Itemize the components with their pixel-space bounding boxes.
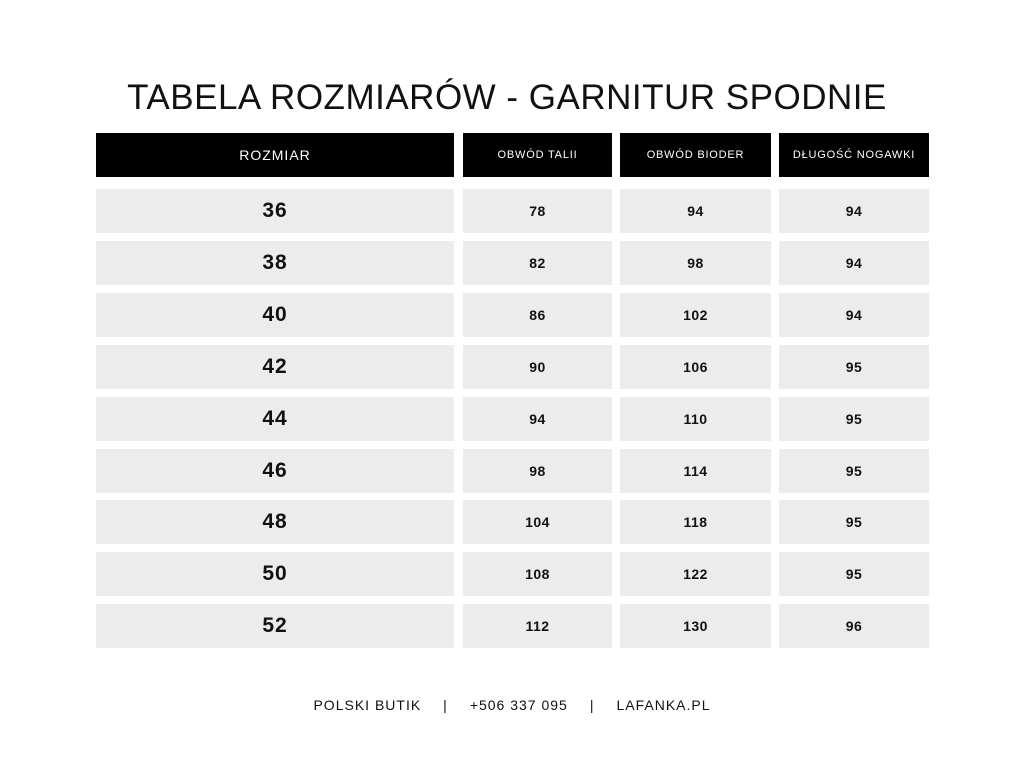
row-size-cell: 52 xyxy=(96,604,454,648)
header-waist: OBWÓD TALII xyxy=(463,133,612,177)
row-hips-cell: 106 xyxy=(620,345,771,389)
header-size: ROZMIAR xyxy=(96,133,454,177)
footer-phone: +506 337 095 xyxy=(469,697,568,713)
page-title: TABELA ROZMIARÓW - GARNITUR SPODNIE xyxy=(127,78,887,117)
row-waist-cell: 78 xyxy=(463,189,612,233)
footer xyxy=(0,697,1024,713)
row-hips-cell: 98 xyxy=(620,241,771,285)
row-leg-length-cell: 94 xyxy=(779,293,929,337)
footer-website: LAFANKA.PL xyxy=(616,697,711,713)
row-leg-length-cell: 94 xyxy=(779,241,929,285)
footer-shop-name: POLSKI BUTIK xyxy=(313,697,422,713)
row-hips-cell: 102 xyxy=(620,293,771,337)
row-size-cell: 46 xyxy=(96,449,454,493)
row-hips-cell: 94 xyxy=(620,189,771,233)
row-size-cell: 42 xyxy=(96,345,454,389)
row-leg-length-cell: 95 xyxy=(779,552,929,596)
row-size-cell: 36 xyxy=(96,189,454,233)
row-waist-cell: 82 xyxy=(463,241,612,285)
row-leg-length-cell: 94 xyxy=(779,189,929,233)
row-hips-cell: 130 xyxy=(620,604,771,648)
row-waist-cell: 104 xyxy=(463,500,612,544)
footer-separator: | xyxy=(443,697,448,713)
header-leg-length: DŁUGOŚĆ NOGAWKI xyxy=(779,133,929,177)
row-waist-cell: 86 xyxy=(463,293,612,337)
row-hips-cell: 110 xyxy=(620,397,771,441)
row-waist-cell: 94 xyxy=(463,397,612,441)
row-size-cell: 44 xyxy=(96,397,454,441)
row-size-cell: 50 xyxy=(96,552,454,596)
row-waist-cell: 98 xyxy=(463,449,612,493)
row-size-cell: 40 xyxy=(96,293,454,337)
row-size-cell: 48 xyxy=(96,500,454,544)
row-leg-length-cell: 95 xyxy=(779,449,929,493)
row-leg-length-cell: 96 xyxy=(779,604,929,648)
footer-separator: | xyxy=(589,697,595,713)
row-leg-length-cell: 95 xyxy=(779,345,929,389)
row-leg-length-cell: 95 xyxy=(779,397,929,441)
row-hips-cell: 118 xyxy=(620,500,771,544)
row-hips-cell: 114 xyxy=(620,449,771,493)
row-waist-cell: 90 xyxy=(463,345,612,389)
row-hips-cell: 122 xyxy=(620,552,771,596)
row-waist-cell: 112 xyxy=(463,604,612,648)
header-hips: OBWÓD BIODER xyxy=(620,133,771,177)
row-leg-length-cell: 95 xyxy=(779,500,929,544)
row-size-cell: 38 xyxy=(96,241,454,285)
row-waist-cell: 108 xyxy=(463,552,612,596)
